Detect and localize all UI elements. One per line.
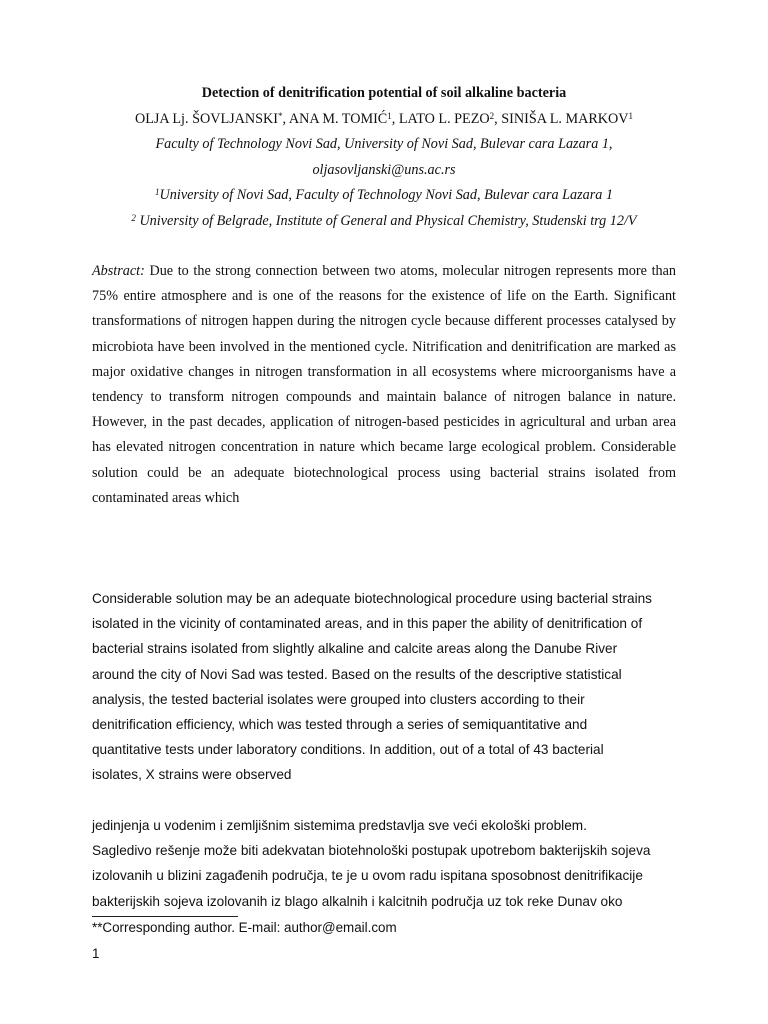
paper-title: Detection of denitrification potential of soil alkaline bacteria	[201, 85, 567, 101]
abstract-text: Due to the strong connection between two atoms, molecular nitrogen represents more than 75% entire atmosphere and is one of the reasons for the existence of life on the Earth. Significant transformations of nitrogen happen during the nitrogen cycle because different processes catalysed by microbiota have been involved in the mentioned cycle. Nitrification and denitrification are marked as major oxidative changes in nitrogen transformation in all ecosystems where microorganisms have a tendency to transform nitrogen compounds and maintain balance of nitrogen balance in nature. However, in the past decades, application of nitrogen-based pesticides in agricultural and urban area has elevated nitrogen concentration in nature which became large ecological problem. Considerable solution could be an adequate biotechnological process using bacterial strains isolated from contaminated areas which	[92, 263, 676, 506]
author-name: ANA M. TOMIĆ	[288, 111, 388, 127]
text-line: isolated in the vicinity of contaminated areas, and in this paper the ability of denitrification of	[92, 616, 643, 632]
author-name: LATO L. PEZO	[398, 111, 490, 127]
abstract-label: Abstract:	[92, 263, 145, 279]
text-line: quantitative tests under laboratory conditions. In addition, out of a total of 43 bacterial	[92, 742, 604, 758]
author-email[interactable]: oljasovljanski@uns.ac.rs	[312, 162, 456, 178]
affiliation-superscript: 1	[155, 186, 160, 197]
author-name: SINIŠA L. MARKOV	[501, 111, 629, 127]
author-superscript: 1	[628, 110, 634, 121]
affiliation-superscript: 2	[131, 212, 136, 223]
text-line: isolates, X strains were observed	[92, 767, 292, 783]
text-line: analysis, the tested bacterial isolates were grouped into clusters according to their	[92, 691, 585, 707]
affiliation-2: $^2$ University of Belgrade, Institute of General and Physical Chemistry, Studenski trg 12/V	[131, 212, 637, 229]
text-line: Considerable solution may be an adequate biotechnological procedure using bacterial strains	[92, 591, 652, 606]
text-line: bacterial strains isolated from slightly alkaline and calcite areas along the Danube River	[92, 641, 618, 657]
author-superscript: 2	[489, 110, 495, 121]
page-number: 1	[92, 946, 100, 961]
text-line: denitrification efficiency, which was tested through a series of semiquantitative and	[92, 717, 588, 733]
author-superscript: 1	[387, 110, 392, 121]
text-line: around the city of Novi Sad was tested. Based on the results of the descriptive statistical	[92, 666, 622, 682]
affiliation-main: Faculty of Technology Novi Sad, University of Novi Sad, Bulevar cara Lazara 1,	[155, 136, 613, 152]
body-paragraph-english	[92, 586, 676, 788]
text-line: izolovanih u blizini zagađenih područja, te je u ovom radu ispitana sposobnost denitrifikacije	[92, 868, 643, 884]
body-paragraph-serbian	[92, 813, 676, 914]
author-name: OLJA Lj. ŠOVLJANSKI	[134, 111, 279, 127]
text-line: bakterijskih sojeva izolovanih iz blago alkalnih i kalcitnih područja uz tok reke Dunav oko	[92, 893, 623, 909]
footnote: **Corresponding author. E-mail: author@email.com	[92, 920, 397, 935]
affiliation-1: $^1$University of Novi Sad, Faculty of Technology Novi Sad, Bulevar cara Lazara 1	[155, 186, 613, 203]
footnote-divider	[92, 916, 238, 917]
author-superscript: *	[278, 110, 283, 121]
text-line: jedinjenja u vodenim i zemljišnim sistemima predstavlja sve veći ekološki problem.	[92, 818, 587, 833]
text-line: Sagledivo rešenje može biti adekvatan biotehnološki postupak upotrebom bakterijskih sojeva	[92, 843, 651, 859]
author-list: OLJA Lj. ŠOVLJANSKI*, ANA M. TOMIĆ$^1$, LATO L. PEZO$^2$, SINIŠA L. MARKOV$^1$	[134, 110, 634, 127]
abstract-paragraph	[92, 259, 676, 511]
